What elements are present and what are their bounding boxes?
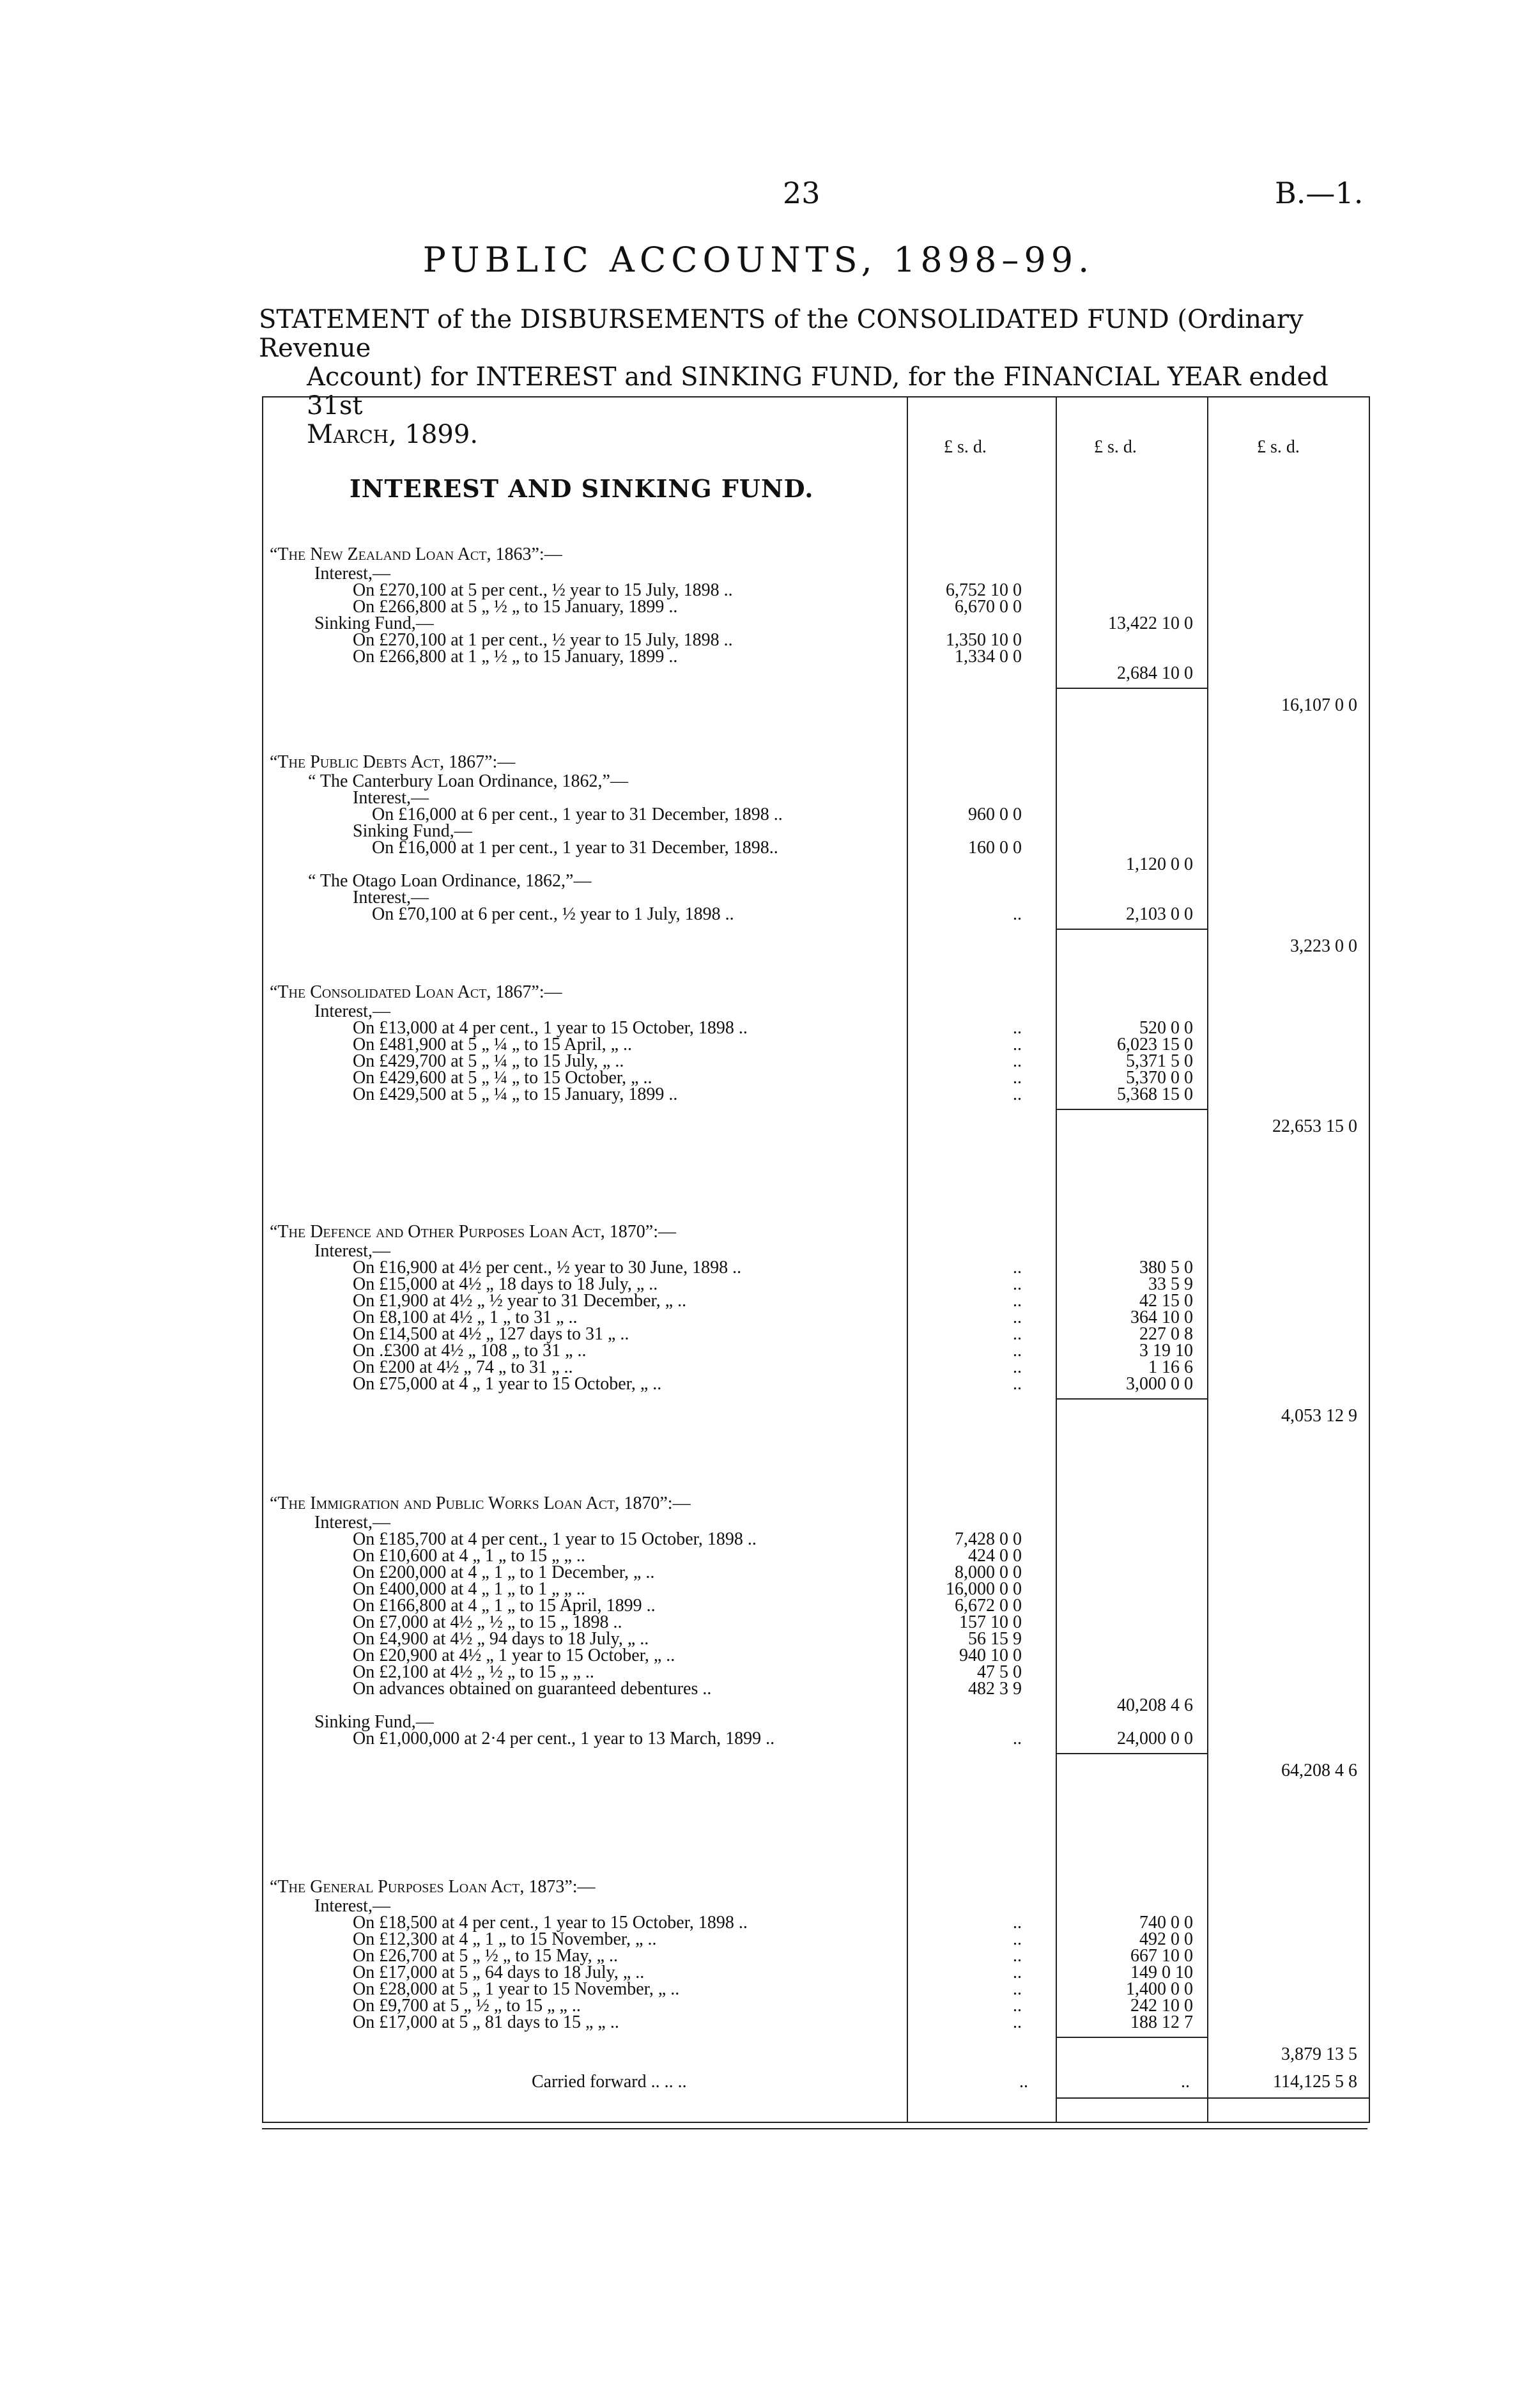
line-description: Interest,— <box>353 888 429 907</box>
line-description: On £17,000 at 5 „ 81 days to 15 „ „ .. <box>353 2012 619 2032</box>
page-title: PUBLIC ACCOUNTS, 1898–99. <box>422 240 1095 280</box>
amount-value: 47 5 0 <box>977 1662 1022 1682</box>
amount-value: 157 10 0 <box>959 1612 1022 1632</box>
amount-value: 6,752 10 0 <box>946 580 1022 600</box>
subtotal-value: 2,684 10 0 <box>1117 663 1193 683</box>
line-description: On advances obtained on guaranteed debentures .. <box>353 1679 712 1699</box>
amount-value: .. <box>1013 1084 1022 1104</box>
amount-value: .. <box>1013 1308 1022 1327</box>
subtotal-value: 5,370 0 0 <box>1126 1068 1193 1088</box>
act-title: “The Consolidated Loan Act, 1867”:— <box>270 982 562 1002</box>
line-description: On £200,000 at 4 „ 1 „ to 1 December, „ .. <box>353 1563 655 1582</box>
amount-value: .. <box>1013 1035 1022 1054</box>
line-description: On £17,000 at 5 „ 64 days to 18 July, „ .. <box>353 1963 645 1982</box>
line-description: Sinking Fund,— <box>314 614 434 633</box>
amount-value: 960 0 0 <box>968 805 1022 824</box>
subtotal-rule <box>1056 2037 1207 2038</box>
subtotal-value: 40,208 4 6 <box>1117 1695 1193 1715</box>
statement-line-3: March, 1899. <box>307 420 479 449</box>
line-description: On £18,500 at 4 per cent., 1 year to 15 October, 1898 .. <box>353 1913 748 1933</box>
amount-value: .. <box>1013 1979 1022 1999</box>
column-divider-3 <box>1207 397 1208 2122</box>
subtotal-value: 5,371 5 0 <box>1126 1051 1193 1071</box>
amount-value: .. <box>1013 1051 1022 1071</box>
act-total: 4,053 12 9 <box>1281 1406 1357 1426</box>
line-description: On £2,100 at 4½ „ ½ „ to 15 „ „ .. <box>353 1662 594 1682</box>
subtotal-value: 667 10 0 <box>1130 1946 1193 1966</box>
column-header-3: £ s. d. <box>1257 437 1300 457</box>
subtotal-value: 520 0 0 <box>1139 1018 1193 1038</box>
carried-forward-label: Carried forward .. .. .. <box>532 2072 687 2092</box>
subtotal-value: 5,368 15 0 <box>1117 1084 1193 1104</box>
act-total: 16,107 0 0 <box>1281 695 1357 715</box>
subtotal-value: 1,120 0 0 <box>1126 854 1193 874</box>
line-description: On £429,700 at 5 „ ¼ „ to 15 July, „ .. <box>353 1051 624 1071</box>
line-description: On £4,900 at 4½ „ 94 days to 18 July, „ .. <box>353 1629 649 1649</box>
line-description: On £200 at 4½ „ 74 „ to 31 „ .. <box>353 1357 573 1377</box>
act-total: 3,223 0 0 <box>1290 936 1357 956</box>
subtotal-value: 42 15 0 <box>1139 1291 1193 1311</box>
line-description: On £15,000 at 4½ „ 18 days to 18 July, „ .. <box>353 1274 658 1294</box>
amount-value: .. <box>1013 1996 1022 2016</box>
line-description: On £13,000 at 4 per cent., 1 year to 15 October, 1898 .. <box>353 1018 748 1038</box>
line-description: On £166,800 at 4 „ 1 „ to 15 April, 1899 .. <box>353 1596 656 1616</box>
amount-value: .. <box>1013 2012 1022 2032</box>
act-title: “The New Zealand Loan Act, 1863”:— <box>270 544 562 564</box>
act-total: 22,653 15 0 <box>1272 1116 1357 1136</box>
line-description: On £75,000 at 4 „ 1 year to 15 October, „ .. <box>353 1374 662 1394</box>
statement-line-2: Account) for INTEREST and SINKING FUND, for the FINANCIAL YEAR ended 31st <box>307 362 1328 421</box>
amount-value: 1,350 10 0 <box>946 630 1022 650</box>
line-description: On £1,000,000 at 2·4 per cent., 1 year to 13 March, 1899 .. <box>353 1729 775 1748</box>
line-description: On £10,600 at 4 „ 1 „ to 15 „ „ .. <box>353 1546 585 1566</box>
document-reference: B.—1. <box>1275 176 1364 210</box>
amount-value: .. <box>1013 1946 1022 1966</box>
amount-value: 940 10 0 <box>959 1646 1022 1665</box>
amount-value: .. <box>1013 1258 1022 1277</box>
line-description: On £28,000 at 5 „ 1 year to 15 November, „ .. <box>353 1979 680 1999</box>
subtotal-value: 33 5 9 <box>1148 1274 1193 1294</box>
line-description: On .£300 at 4½ „ 108 „ to 31 „ .. <box>353 1341 587 1361</box>
subtotal-value: 3,000 0 0 <box>1126 1374 1193 1394</box>
subtotal-value: 364 10 0 <box>1130 1308 1193 1327</box>
grand-total-rule <box>1207 2097 1369 2099</box>
line-description: “ The Otago Loan Ordinance, 1862,”— <box>308 871 592 891</box>
amount-value: 6,672 0 0 <box>955 1596 1022 1616</box>
subtotal-value: 6,023 15 0 <box>1117 1035 1193 1054</box>
subtotal-value: 1,400 0 0 <box>1126 1979 1193 1999</box>
line-description: On £185,700 at 4 per cent., 1 year to 15 October, 1898 .. <box>353 1529 757 1549</box>
amount-value: 6,670 0 0 <box>955 597 1022 617</box>
amount-value: .. <box>1013 1291 1022 1311</box>
line-description: On £1,900 at 4½ „ ½ year to 31 December, „ .. <box>353 1291 687 1311</box>
amount-value: .. <box>1013 1963 1022 1982</box>
amount-value: .. <box>1013 1274 1022 1294</box>
amount-value: 56 15 9 <box>968 1629 1022 1649</box>
statement-line-1: STATEMENT of the DISBURSEMENTS of the CONSOLIDATED FUND (Ordinary Revenue <box>259 305 1304 363</box>
subtotal-value: 492 0 0 <box>1139 1929 1193 1949</box>
amount-value: .. <box>1013 1929 1022 1949</box>
line-description: Interest,— <box>353 788 429 808</box>
line-description: On £429,500 at 5 „ ¼ „ to 15 January, 1899 .. <box>353 1084 678 1104</box>
act-total: 3,879 13 5 <box>1281 2044 1357 2064</box>
line-description: On £266,800 at 1 „ ½ „ to 15 January, 1899 .. <box>353 647 678 667</box>
line-description: On £270,100 at 1 per cent., ½ year to 15 July, 1898 .. <box>353 630 733 650</box>
subtotal-value: 149 0 10 <box>1130 1963 1193 1982</box>
column-header-2: £ s. d. <box>1094 437 1137 457</box>
line-description: On £12,300 at 4 „ 1 „ to 15 November, „ .. <box>353 1929 657 1949</box>
act-title: “The Public Debts Act, 1867”:— <box>270 752 516 772</box>
amount-value: .. <box>1013 1324 1022 1344</box>
subtotal-rule <box>1056 1109 1207 1110</box>
column-header-1: £ s. d. <box>944 437 987 457</box>
subtotal-value: 227 0 8 <box>1139 1324 1193 1344</box>
amount-value: .. <box>1013 1341 1022 1361</box>
subtotal-value: 2,103 0 0 <box>1126 904 1193 924</box>
carried-forward-c1: .. <box>1019 2072 1028 2092</box>
amount-value: 16,000 0 0 <box>946 1579 1022 1599</box>
subtotal-rule <box>1056 929 1207 930</box>
subtotal-value: 242 10 0 <box>1130 1996 1193 2016</box>
line-description: Interest,— <box>314 1241 390 1261</box>
amount-value: .. <box>1013 904 1022 924</box>
line-description: On £20,900 at 4½ „ 1 year to 15 October, „ .. <box>353 1646 675 1665</box>
section-heading: INTEREST AND SINKING FUND. <box>350 474 814 503</box>
line-description: On £8,100 at 4½ „ 1 „ to 31 „ .. <box>353 1308 578 1327</box>
amount-value: 7,428 0 0 <box>955 1529 1022 1549</box>
line-description: Interest,— <box>314 1001 390 1021</box>
subtotal-value: 1 16 6 <box>1148 1357 1193 1377</box>
amount-value: .. <box>1013 1068 1022 1088</box>
subtotal-value: 740 0 0 <box>1139 1913 1193 1933</box>
amount-value: 424 0 0 <box>968 1546 1022 1566</box>
line-description: On £270,100 at 5 per cent., ½ year to 15 July, 1898 .. <box>353 580 733 600</box>
line-description: On £26,700 at 5 „ ½ „ to 15 May, „ .. <box>353 1946 618 1966</box>
accounts-table <box>262 396 1370 2123</box>
line-description: “ The Canterbury Loan Ordinance, 1862,”— <box>308 771 628 791</box>
act-title: “The General Purposes Loan Act, 1873”:— <box>270 1877 596 1897</box>
act-title: “The Defence and Other Purposes Loan Act, 1870”:— <box>270 1222 676 1242</box>
line-description: On £14,500 at 4½ „ 127 days to 31 „ .. <box>353 1324 629 1344</box>
subtotal-rule <box>1056 1398 1207 1400</box>
subtotal-value: 188 12 7 <box>1130 2012 1193 2032</box>
line-description: On £70,100 at 6 per cent., ½ year to 1 July, 1898 .. <box>372 904 734 924</box>
subtotal-rule <box>1056 1753 1207 1754</box>
amount-value: .. <box>1013 1357 1022 1377</box>
amount-value: 482 3 9 <box>968 1679 1022 1699</box>
amount-value: 8,000 0 0 <box>955 1563 1022 1582</box>
bottom-rule <box>262 2128 1367 2129</box>
line-description: On £481,900 at 5 „ ¼ „ to 15 April, „ .. <box>353 1035 633 1054</box>
subtotal-value: 24,000 0 0 <box>1117 1729 1193 1748</box>
line-description: On £16,000 at 1 per cent., 1 year to 31 December, 1898.. <box>372 838 778 858</box>
carried-forward-total: 114,125 5 8 <box>1273 2072 1357 2092</box>
line-description: On £400,000 at 4 „ 1 „ to 1 „ „ .. <box>353 1579 585 1599</box>
amount-value: .. <box>1013 1913 1022 1933</box>
act-title: “The Immigration and Public Works Loan Act, 1870”:— <box>270 1493 691 1513</box>
amount-value: .. <box>1013 1729 1022 1748</box>
line-description: On £16,000 at 6 per cent., 1 year to 31 December, 1898 .. <box>372 805 783 824</box>
amount-value: .. <box>1013 1018 1022 1038</box>
total-rule-top <box>1056 2097 1207 2099</box>
line-description: Sinking Fund,— <box>353 821 472 841</box>
line-description: Interest,— <box>314 564 390 583</box>
amount-value: 1,334 0 0 <box>955 647 1022 667</box>
amount-value: .. <box>1013 1374 1022 1394</box>
line-description: On £7,000 at 4½ „ ½ „ to 15 „ 1898 .. <box>353 1612 622 1632</box>
act-total: 64,208 4 6 <box>1281 1761 1357 1780</box>
subtotal-rule <box>1056 688 1207 689</box>
line-description: Sinking Fund,— <box>314 1712 434 1732</box>
amount-value: 160 0 0 <box>968 838 1022 858</box>
subtotal-value: 3 19 10 <box>1139 1341 1193 1361</box>
subtotal-value: 380 5 0 <box>1139 1258 1193 1277</box>
line-description: On £266,800 at 5 „ ½ „ to 15 January, 1899 .. <box>353 597 678 617</box>
page-number: 23 <box>783 176 820 210</box>
carried-forward-c2: .. <box>1181 2072 1190 2092</box>
line-description: Interest,— <box>314 1513 390 1532</box>
line-description: On £16,900 at 4½ per cent., ½ year to 30 June, 1898 .. <box>353 1258 742 1277</box>
subtotal-value: 13,422 10 0 <box>1108 614 1193 633</box>
line-description: On £429,600 at 5 „ ¼ „ to 15 October, „ .. <box>353 1068 652 1088</box>
line-description: Interest,— <box>314 1896 390 1916</box>
line-description: On £9,700 at 5 „ ½ „ to 15 „ „ .. <box>353 1996 581 2016</box>
